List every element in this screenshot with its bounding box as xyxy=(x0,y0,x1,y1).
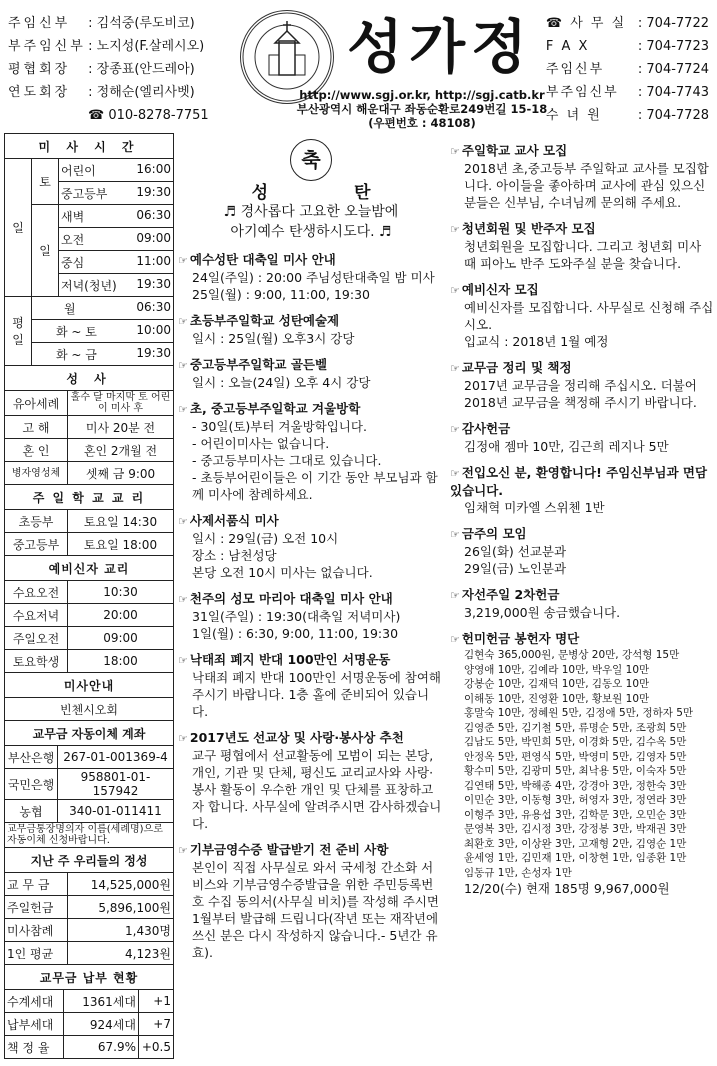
news-line: 29일(금) 노인분과 xyxy=(464,561,567,576)
school-time: 토요일 14:30 xyxy=(68,510,174,533)
news-heading: ☞ 주일학교 교사 모집 xyxy=(450,143,568,158)
news-body xyxy=(450,499,714,516)
news-body xyxy=(178,859,444,961)
bank-account: 958801-01-157942 xyxy=(58,769,174,800)
pointing-hand-icon: ☞ xyxy=(178,403,188,416)
pointing-hand-icon: ☞ xyxy=(178,254,188,267)
news-line: 2017년 교무금을 정리해 주십시오. 더불어 2018년 교무금을 책정해 주시기 바랍니다. xyxy=(464,378,697,410)
dues-diff: +1 xyxy=(139,990,174,1013)
news-line: 26일(화) 선교분과 xyxy=(464,544,567,559)
donor-line: 김현숙 365,000원, 문병상 20만, 강석형 15만 xyxy=(464,649,680,661)
donors-section xyxy=(450,630,714,897)
christmas-title: 성 탄 xyxy=(251,183,411,203)
address: 부산광역시 해운대구 좌동순환로249번길 15-18 xyxy=(296,102,548,116)
sacrament-name: 고 해 xyxy=(5,416,68,439)
news-line: 본인이 직접 사무실로 와서 국세청 간소화 서비스와 기부금영수증발급을 위한 주민등록번호 수집 동의서(사무실 비치)를 작성해 주시면 1월부터 발급해 드립니다(작년 또는 재작년에 쓰신 분은 다시 작성하지 않습니다.- 5년간 유효). xyxy=(192,860,439,960)
news-heading: ☞ 전입오신 분, 환영합니다! 주임신부님과 면담있습니다. xyxy=(450,465,708,498)
dues-status-table xyxy=(4,964,174,1059)
sacraments-title: 성 사 xyxy=(5,366,174,391)
catechumen-time: 09:00 xyxy=(68,627,174,650)
donor-list xyxy=(450,648,714,880)
pointing-hand-icon: ☞ xyxy=(450,633,460,646)
pointing-hand-icon: ☞ xyxy=(450,284,460,297)
donor-line: 최환호 3만, 이상완 3만, 고재형 2만, 김영순 1만 xyxy=(464,837,687,850)
mass-row: 화 ~ 토 10:00 xyxy=(32,320,174,343)
sunday-label: 일 xyxy=(5,159,32,297)
news-heading: ☞ 자선주일 2차헌금 xyxy=(450,587,560,602)
mass-row: 저녁(청년) 19:30 xyxy=(59,274,174,297)
weekday-label: 평일 xyxy=(5,297,32,366)
sacrament-value: 홀수 달 마지막 토 어린이 미사 후 xyxy=(68,391,174,416)
news-heading: ☞ 기부금영수증 발급받기 전 준비 사항 xyxy=(178,842,389,857)
bank-account: 267-01-001369-4 xyxy=(58,746,174,769)
news-heading: ☞ 예수성탄 대축일 미사 안내 xyxy=(178,252,336,267)
news-list-right xyxy=(450,142,714,621)
transfer-title: 교무금 자동이체 계좌 xyxy=(5,721,174,746)
catechumen-table xyxy=(4,555,174,673)
news-body xyxy=(178,747,444,832)
news-heading: ☞ 교무금 정리 및 책정 xyxy=(450,360,572,375)
news-item xyxy=(450,220,714,272)
offering-name: 미사참례 xyxy=(5,919,68,942)
donor-line: 임동규 1만, 손성자 1만 xyxy=(464,866,572,879)
pointing-hand-icon: ☞ xyxy=(178,593,188,606)
pointing-hand-icon: ☞ xyxy=(450,362,460,375)
offering-table xyxy=(4,847,174,965)
offering-title: 지난 주 우리들의 정성 xyxy=(5,848,174,873)
news-heading: ☞ 사제서품식 미사 xyxy=(178,513,279,528)
mass-times-title: 미 사 시 간 xyxy=(5,134,174,159)
news-body xyxy=(178,269,444,303)
news-line: - 30일(토)부터 겨울방학입니다. xyxy=(192,419,367,434)
dues-value: 924세대 xyxy=(64,1013,139,1036)
mass-info-title: 미사안내 xyxy=(5,673,174,698)
contact-row: 부주임신부 : 704-7743 xyxy=(545,85,709,100)
staff-row: 주임신부 : 김석중(루도비코) xyxy=(8,16,195,31)
bank-account: 340-01-011411 xyxy=(58,800,174,823)
mass-row: 월 06:30 xyxy=(32,297,174,320)
pointing-hand-icon: ☞ xyxy=(178,732,188,745)
mass-row: 중심 11:00 xyxy=(59,251,174,274)
news-item xyxy=(178,841,444,961)
news-item xyxy=(178,400,444,503)
news-heading: ☞ 감사헌금 xyxy=(450,421,511,436)
donor-line: 안정옥 5만, 편영식 5만, 박영미 5만, 김영자 5만 xyxy=(464,750,687,763)
news-line: 청년회원을 모집합니다. 그리고 청년회 미사 때 피아노 반주 도와주실 분을 찾습니다. xyxy=(464,239,702,271)
website-link[interactable]: http://www.sgj.or.kr, http://sgj.catb.kr xyxy=(299,88,545,102)
news-item xyxy=(178,512,444,581)
news-body xyxy=(178,330,444,347)
donor-total: 12/20(수) 현재 185명 9,967,000원 xyxy=(464,881,670,896)
news-item xyxy=(450,359,714,411)
news-line: 장소 : 남천성당 xyxy=(192,548,277,563)
news-item xyxy=(178,356,444,391)
dues-value: 67.9% xyxy=(64,1036,139,1059)
pointing-hand-icon: ☞ xyxy=(178,359,188,372)
dues-diff: +0.5 xyxy=(139,1036,174,1059)
dues-name: 수계세대 xyxy=(5,990,64,1013)
mass-info-value: 빈첸시오회 xyxy=(5,698,174,721)
dues-name: 납부세대 xyxy=(5,1013,64,1036)
news-body xyxy=(450,438,714,455)
offering-name: 1인 평균 xyxy=(5,942,68,965)
news-line: 김정애 젬마 10만, 김근희 레지나 5만 xyxy=(464,439,669,454)
dues-name: 책 정 율 xyxy=(5,1036,64,1059)
news-item xyxy=(178,651,444,720)
mass-info-table xyxy=(4,672,174,721)
donor-line: 황수미 5만, 김광미 5만, 최낙용 5만, 이숙자 5만 xyxy=(464,765,687,777)
news-item xyxy=(178,312,444,347)
news-heading: ☞ 2017년도 선교상 및 사랑·봉사상 추천 xyxy=(178,730,404,745)
offering-value: 14,525,000원 xyxy=(68,873,174,896)
catechumen-name: 토요학생 xyxy=(5,650,68,673)
news-line: - 중고등부미사는 그대로 있습니다. xyxy=(192,453,382,468)
mass-times-table xyxy=(4,133,174,366)
dues-status-title: 교무금 납부 현황 xyxy=(5,965,174,990)
staff-row: 부주임신부 : 노지성(F.살레시오) xyxy=(8,39,205,54)
sacrament-value: 미사 20분 전 xyxy=(68,416,174,439)
news-line: 1일(월) : 6:30, 9:00, 11:00, 19:30 xyxy=(192,626,399,641)
news-heading: ☞ 예비신자 모집 xyxy=(450,282,539,297)
news-line: 일시 : 25일(월) 오후3시 강당 xyxy=(192,331,355,346)
pointing-hand-icon: ☞ xyxy=(450,423,460,436)
news-item xyxy=(178,729,444,832)
news-heading: ☞ 낙태죄 폐지 반대 100만인 서명운동 xyxy=(178,652,391,667)
news-body xyxy=(178,418,444,503)
news-heading: ☞ 초등부주일학교 성탄예술제 xyxy=(178,313,340,328)
catechumen-time: 18:00 xyxy=(68,650,174,673)
middle-column xyxy=(178,133,444,961)
christmas-line: ♬ 경사롭다 고요한 오늘밤에 xyxy=(223,204,399,220)
news-line: - 어린이미사는 없습니다. xyxy=(192,436,330,451)
pointing-hand-icon: ☞ xyxy=(178,315,188,328)
news-line: 낙태죄 폐지 반대 100만인 서명운동에 참여해주시기 바랍니다. 1층 홀에 준비되어 있습니다. xyxy=(192,670,442,719)
pointing-hand-icon: ☞ xyxy=(178,515,188,528)
news-line: 24일(주일) : 20:00 주님성탄대축일 밤 미사 xyxy=(192,270,435,285)
news-item xyxy=(450,464,714,516)
mass-row: 중고등부 19:30 xyxy=(59,182,174,205)
sunday-school-title: 주 일 학 교 교 리 xyxy=(5,485,174,510)
pointing-hand-icon: ☞ xyxy=(450,223,460,236)
phone-line: ☎ 010-8278-7751 xyxy=(88,108,209,123)
sacrament-name: 유아세례 xyxy=(5,391,68,416)
news-body xyxy=(450,299,714,350)
donor-line: 김남도 5만, 박민희 5만, 이경화 5만, 김수옥 5만 xyxy=(464,736,687,748)
news-line: 일시 : 오늘(24일) 오후 4시 강당 xyxy=(192,375,371,390)
news-item xyxy=(178,590,444,642)
catechumen-name: 주일오전 xyxy=(5,627,68,650)
mass-row: 어린이 16:00 xyxy=(59,159,174,182)
sacraments-table xyxy=(4,365,174,485)
offering-name: 교 무 금 xyxy=(5,873,68,896)
sacrament-name: 병자영성체 xyxy=(5,462,68,485)
news-heading: ☞ 천주의 성모 마리아 대축일 미사 안내 xyxy=(178,591,393,606)
news-heading: ☞ 중고등부주일학교 골든벨 xyxy=(178,357,328,372)
dues-value: 1361세대 xyxy=(64,990,139,1013)
news-list-middle xyxy=(178,251,444,961)
donor-line: 이해동 10만, 진영환 10만, 황보원 10만 xyxy=(464,692,650,705)
christmas-line: 아기예수 탄생하시도다. ♬ xyxy=(230,224,392,240)
pointing-hand-icon: ☞ xyxy=(450,145,460,158)
sun-label: 일 xyxy=(32,205,59,297)
postcode: (우편번호 : 48108) xyxy=(368,116,476,130)
transfer-note: 교무금통장명의자 이름(세례명)으로 자동이체 신청바랍니다. xyxy=(5,823,174,848)
news-body xyxy=(450,543,714,577)
news-body xyxy=(178,530,444,581)
donor-line: 양영애 10만, 김예라 10만, 박우일 10만 xyxy=(464,663,650,676)
sat-label: 토 xyxy=(32,159,59,205)
news-line: 2018년 초,중고등부 주일학교 교사를 모집합니다. 아이들을 좋아하며 교사에 관심 있으신 분들은 신부님, 수녀님께 문의해 주세요. xyxy=(464,161,709,210)
news-heading: ☞ 청년회원 및 반주자 모집 xyxy=(450,221,596,236)
news-item xyxy=(450,586,714,621)
news-item xyxy=(450,281,714,350)
news-line: 임채혁 미카엘 스위첸 1반 xyxy=(464,500,605,515)
news-item xyxy=(178,251,444,303)
pointing-hand-icon: ☞ xyxy=(450,528,460,541)
sacrament-value: 혼인 2개월 전 xyxy=(68,439,174,462)
news-item xyxy=(450,525,714,577)
news-body xyxy=(450,238,714,272)
news-heading: ☞ 초, 중고등부주일학교 겨울방학 xyxy=(178,401,361,416)
contact-row: 수 녀 원 : 704-7728 xyxy=(545,108,709,123)
donor-line: 문영복 3만, 김시정 3만, 강정봉 3만, 박재권 3만 xyxy=(464,823,687,835)
donor-line: 이민순 3만, 이동형 3만, 허영자 3만, 정연라 3만 xyxy=(464,794,687,806)
news-line: 본당 오전 10시 미사는 없습니다. xyxy=(192,565,373,580)
offering-name: 주일헌금 xyxy=(5,896,68,919)
news-item xyxy=(450,142,714,211)
mass-row: 새벽 06:30 xyxy=(59,205,174,228)
catechumen-name: 수요오전 xyxy=(5,581,68,604)
news-line: 입교식 : 2018년 1월 예정 xyxy=(464,334,609,349)
news-line: 교구 평협에서 선교활동에 모범이 되는 본당, 개인, 기관 및 단체, 평신도 교리교사와 사랑·봉사 활동이 우수한 개인 및 단체를 표창하고자 합니다. 사무실에 알려주시면 감사하겠습니다. xyxy=(192,748,442,831)
news-line: 25일(월) : 9:00, 11:00, 19:30 xyxy=(192,287,370,302)
donor-line: 윤세영 1만, 김민재 1만, 이창현 1만, 임종환 1만 xyxy=(464,852,687,864)
transfer-table xyxy=(4,720,174,848)
news-heading: ☞ 금주의 모임 xyxy=(450,526,527,541)
donor-line: 김영준 5만, 김기철 5만, 류명순 5만, 조광희 5만 xyxy=(464,721,687,734)
catechumen-title: 예비신자 교리 xyxy=(5,556,174,581)
sacrament-name: 혼 인 xyxy=(5,439,68,462)
pointing-hand-icon: ☞ xyxy=(450,467,460,480)
news-line: 31일(주일) : 19:30(대축일 저녁미사) xyxy=(192,609,401,624)
bank-name: 부산은행 xyxy=(5,746,58,769)
news-heading: ☞ 헌미헌금 봉헌자 명단 xyxy=(450,631,580,646)
news-body xyxy=(178,608,444,642)
mass-row: 오전 09:00 xyxy=(59,228,174,251)
pointing-hand-icon: ☞ xyxy=(178,654,188,667)
offering-value: 1,430명 xyxy=(68,919,174,942)
celebration-badge: 축 xyxy=(290,139,332,181)
donor-line: 강봉순 10만, 김재덕 10만, 김동오 10만 xyxy=(464,678,650,690)
dues-diff: +7 xyxy=(139,1013,174,1036)
left-sidebar xyxy=(4,133,174,1059)
news-item xyxy=(450,420,714,455)
donor-line: 홍말숙 10만, 정혜원 5만, 김정애 5만, 정하자 5만 xyxy=(464,707,694,719)
catechumen-time: 20:00 xyxy=(68,604,174,627)
pointing-hand-icon: ☞ xyxy=(178,844,188,857)
contact-row: F A X : 704-7723 xyxy=(545,39,709,54)
staff-row: 연도회장 : 정해순(엘리사벳) xyxy=(8,85,195,100)
right-column xyxy=(450,133,714,897)
offering-value: 4,123원 xyxy=(68,942,174,965)
school-time: 토요일 18:00 xyxy=(68,533,174,556)
bulletin-header xyxy=(0,0,717,135)
offering-value: 5,896,100원 xyxy=(68,896,174,919)
contact-row: ☎ 사 무 실 : 704-7722 xyxy=(545,16,709,31)
bank-name: 국민은행 xyxy=(5,769,58,800)
bank-name: 농협 xyxy=(5,800,58,823)
contact-list xyxy=(546,12,709,127)
catechumen-time: 10:30 xyxy=(68,581,174,604)
staff-list xyxy=(8,12,209,127)
news-line: 3,219,000원 송금했습니다. xyxy=(464,605,621,620)
news-line: - 초등부어린이들은 이 기간 동안 부모님과 함께 미사에 참례하세요. xyxy=(192,470,438,502)
news-body xyxy=(450,377,714,411)
news-line: 일시 : 29일(금) 오전 10시 xyxy=(192,531,339,546)
sunday-school-table xyxy=(4,484,174,556)
mass-row: 화 ~ 금 19:30 xyxy=(32,343,174,366)
header-urls xyxy=(262,88,582,130)
news-body xyxy=(178,669,444,720)
school-name: 초등부 xyxy=(5,510,68,533)
pointing-hand-icon: ☞ xyxy=(450,589,460,602)
news-line: 예비신자를 모집합니다. 사무실로 신청해 주십시오. xyxy=(464,300,714,332)
news-body xyxy=(450,604,714,621)
donor-line: 김연태 5만, 박해종 4만, 강경아 3만, 정한숙 3만 xyxy=(464,779,687,792)
news-body xyxy=(178,374,444,391)
staff-row: 평협회장 : 장종표(안드레아) xyxy=(8,62,195,77)
contact-row: 주임신부 : 704-7724 xyxy=(545,62,709,77)
bulletin-title: 성가정 xyxy=(346,13,534,81)
catechumen-name: 수요저녁 xyxy=(5,604,68,627)
sacrament-value: 셋째 금 9:00 xyxy=(68,462,174,485)
school-name: 중고등부 xyxy=(5,533,68,556)
donor-line: 이형주 3만, 유용섭 3만, 김학문 3만, 오민순 3만 xyxy=(464,808,687,821)
news-body xyxy=(450,160,714,211)
